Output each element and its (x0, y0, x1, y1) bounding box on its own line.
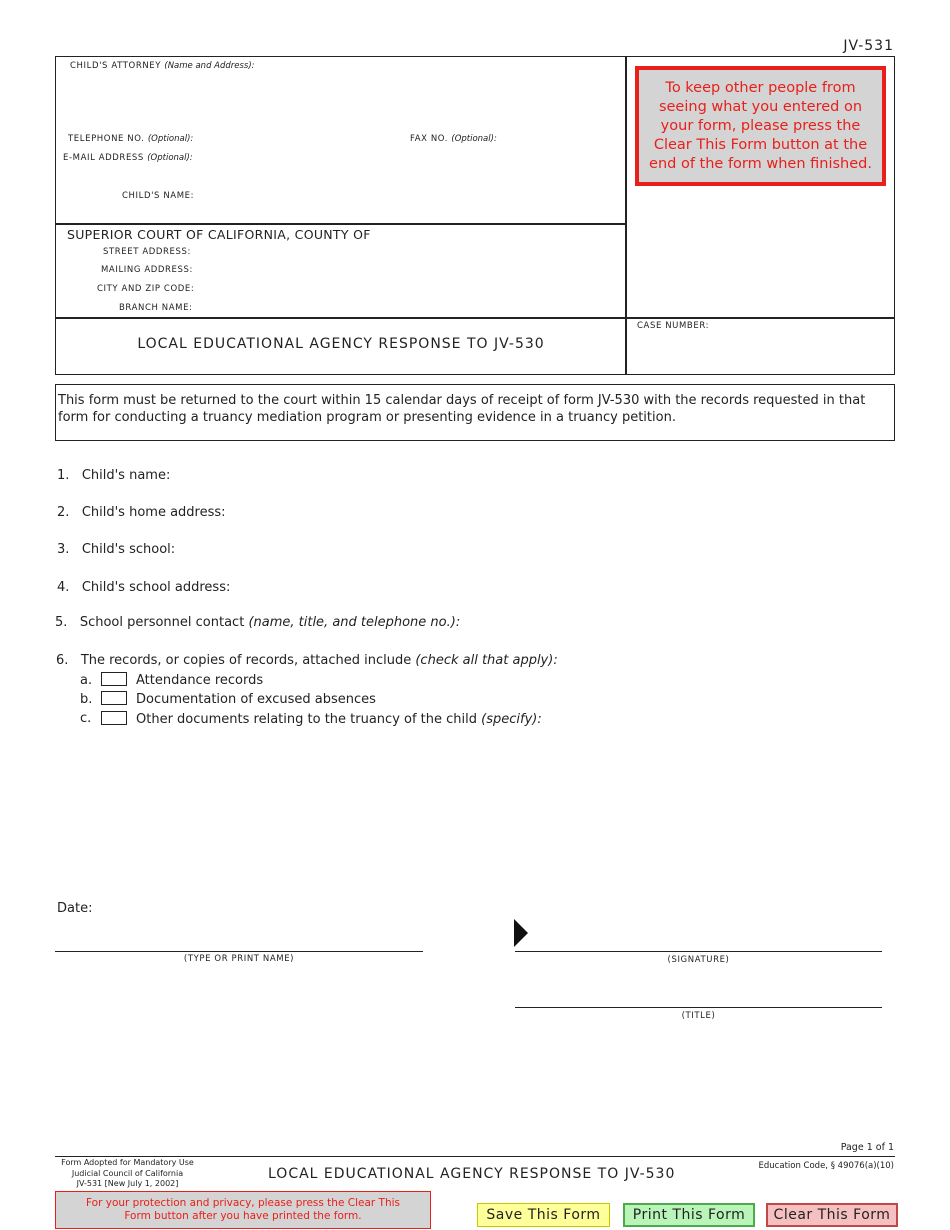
page-indicator: Page 1 of 1 (840, 1142, 894, 1153)
print-name-line[interactable] (55, 951, 423, 952)
footer-title: LOCAL EDUCATIONAL AGENCY RESPONSE TO JV-530 (268, 1166, 676, 1182)
print-name-caption: (TYPE OR PRINT NAME) (183, 954, 295, 964)
signature-line[interactable] (515, 951, 882, 952)
form-number: JV-531 (843, 38, 894, 54)
attendance-records-checkbox[interactable] (101, 672, 127, 686)
excused-absences-checkbox[interactable] (101, 691, 127, 705)
footer-rule (55, 1156, 895, 1157)
clear-button[interactable]: Clear This Form (766, 1203, 898, 1227)
item-2-home-address: 2. Child's home address: (57, 505, 226, 520)
street-address-label: STREET ADDRESS: (103, 247, 191, 257)
item-4-school-address: 4. Child's school address: (57, 580, 231, 595)
attorney-field-label: CHILD'S ATTORNEY (Name and Address): (70, 61, 255, 71)
record-b-letter: b. (80, 692, 93, 707)
record-c-label: Other documents relating to the truancy of the child (specify): (136, 712, 542, 727)
mailing-address-label: MAILING ADDRESS: (101, 265, 193, 275)
adoption-info: Form Adopted for Mandatory Use Judicial Council of California JV-531 [New July 1, 2002] (61, 1158, 194, 1188)
item-1-child-name: 1. Child's name: (57, 468, 171, 483)
date-label: Date: (57, 901, 93, 916)
other-documents-checkbox[interactable] (101, 711, 127, 725)
child-name-field-label: CHILD'S NAME: (122, 191, 195, 201)
email-field-label: E-MAIL ADDRESS (Optional): (63, 153, 193, 163)
item-6-records: 6. The records, or copies of records, attached include (check all that apply): (56, 653, 558, 668)
record-c-letter: c. (80, 711, 92, 726)
fax-field-label: FAX NO. (Optional): (410, 134, 497, 144)
save-button[interactable]: Save This Form (477, 1203, 610, 1227)
footer-privacy-note (55, 1191, 431, 1229)
record-a-label: Attendance records (136, 673, 264, 688)
title-line[interactable] (515, 1007, 882, 1008)
form-title: LOCAL EDUCATIONAL AGENCY RESPONSE TO JV-530 (137, 336, 545, 352)
title-caption: (TITLE) (681, 1011, 716, 1021)
privacy-notice (635, 66, 886, 186)
city-zip-label: CITY AND ZIP CODE: (97, 284, 195, 294)
instruction-text: This form must be returned to the court within 15 calendar days of receipt of form JV-530 with the records requested in that form for conducting a truancy mediation program or presenting evidence in a truancy petition. (58, 393, 866, 425)
signature-caption: (SIGNATURE) (667, 955, 730, 965)
item-5-personnel-contact: 5. School personnel contact (name, title, and telephone no.): (55, 615, 461, 630)
footer-privacy-text: For your protection and privacy, please press the Clear This Form button after you have printed the form. (85, 1197, 401, 1222)
branch-name-label: BRANCH NAME: (119, 303, 193, 313)
signature-arrow-icon (514, 919, 528, 947)
item-3-school: 3. Child's school: (57, 542, 176, 557)
court-title: SUPERIOR COURT OF CALIFORNIA, COUNTY OF (67, 227, 371, 242)
record-b-label: Documentation of excused absences (136, 692, 376, 707)
record-a-letter: a. (80, 673, 93, 688)
case-number-label: CASE NUMBER: (637, 321, 710, 331)
education-code: Education Code, § 49076(a)(10) (758, 1161, 894, 1171)
print-button[interactable]: Print This Form (623, 1203, 755, 1227)
privacy-notice-text: To keep other people from seeing what you entered on your form, please press the Clear This Form button at the end of the form when finished. (649, 79, 872, 172)
telephone-field-label: TELEPHONE NO. (Optional): (68, 134, 194, 144)
